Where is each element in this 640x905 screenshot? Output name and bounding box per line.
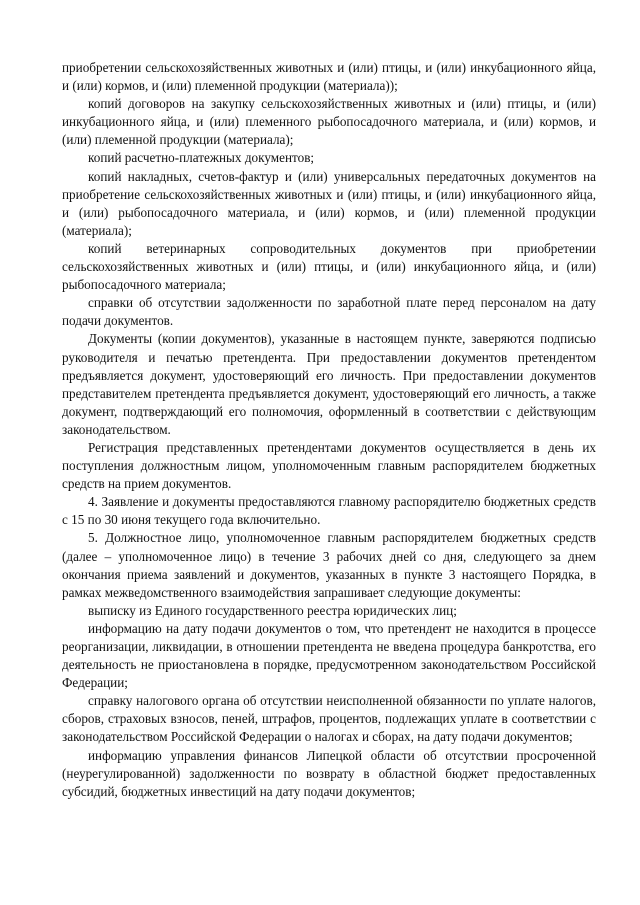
paragraph-12: информацию на дату подачи документов о том, что претендент не находится в процессе реорганизации, ликвидации, в отношении претендента не введена процедура банкротства, его деятельность не приостановлена в порядке, предусмотренном законодательством Российской Федерации; — [62, 620, 596, 691]
paragraph-10: 5. Должностное лицо, уполномоченное главным распорядителем бюджетных средств (далее – уполномоченное лицо) в течение 3 рабочих дней со дня, следующего за днем окончания приема заявлений и документов, указанных в пункте 3 настоящего Порядка, в рамках межведомственного взаимодействия запрашивает следующие документы: — [62, 530, 596, 600]
paragraph-8: Регистрация представленных претендентами документов осуществляется в день их поступления должностным лицом, уполномоченным главным распорядителем бюджетных средств на прием документов. — [62, 439, 596, 492]
paragraph-4: копий накладных, счетов-фактур и (или) универсальных передаточных документов на приобретение сельскохозяйственных животных и (или) птицы, и (или) инкубационного яйца, и (или) рыбопосадочного материала, и (или) кормов, и (или) племенной продукции (материала); — [62, 168, 596, 238]
paragraph-5: копий ветеринарных сопроводительных документов при приобретении сельскохозяйственных животных и (или) птицы, и (или) инкубационного яйца, и (или) рыбопосадочного материала; — [62, 240, 596, 293]
document-body — [62, 59, 596, 801]
paragraph-1: приобретении сельскохозяйственных животных и (или) птицы, и (или) инкубационного яйца, и (или) кормов, и (или) племенной продукции (материала)); — [62, 60, 596, 94]
paragraph-11: выписку из Единого государственного реестра юридических лиц; — [88, 602, 457, 618]
paragraph-14: информацию управления финансов Липецкой области об отсутствии просроченной (неурегулированной) задолженности по возврату в областной бюджет предоставленных субсидий, бюджетных инвестиций на дату подачи документов; — [62, 747, 596, 799]
paragraph-2: копий договоров на закупку сельскохозяйственных животных и (или) птицы, и (или) инкубационного яйца, и (или) племенного рыбопосадочного материала, и (или) кормов, и (или) племенной продукции (материала); — [62, 96, 596, 148]
paragraph-9: 4. Заявление и документы предоставляются главному распорядителю бюджетных средств с 15 по 30 июня текущего года включительно. — [62, 494, 596, 528]
paragraph-7: Документы (копии документов), указанные в настоящем пункте, заверяются подписью руководителя и печатью претендента. При предоставлении документов претендентом предъявляется документ, удостоверяющий его личность. При предоставлении документов представителем претендента предъявляется документ, удостоверяющий его личность, а также документ, подтверждающий его полномочия, оформленный в соответствии с действующим законодательством. — [62, 331, 596, 437]
paragraph-3: копий расчетно-платежных документов; — [88, 150, 315, 166]
paragraph-13: справку налогового органа об отсутствии неисполненной обязанности по уплате налогов, сборов, страховых взносов, пеней, штрафов, процентов, подлежащих уплате в соответствии с законодательством Российской Федерации о налогах и сборах, на дату подачи документов; — [62, 693, 596, 745]
paragraph-6: справки об отсутствии задолженности по заработной плате перед персоналом на дату подачи документов. — [62, 295, 596, 329]
